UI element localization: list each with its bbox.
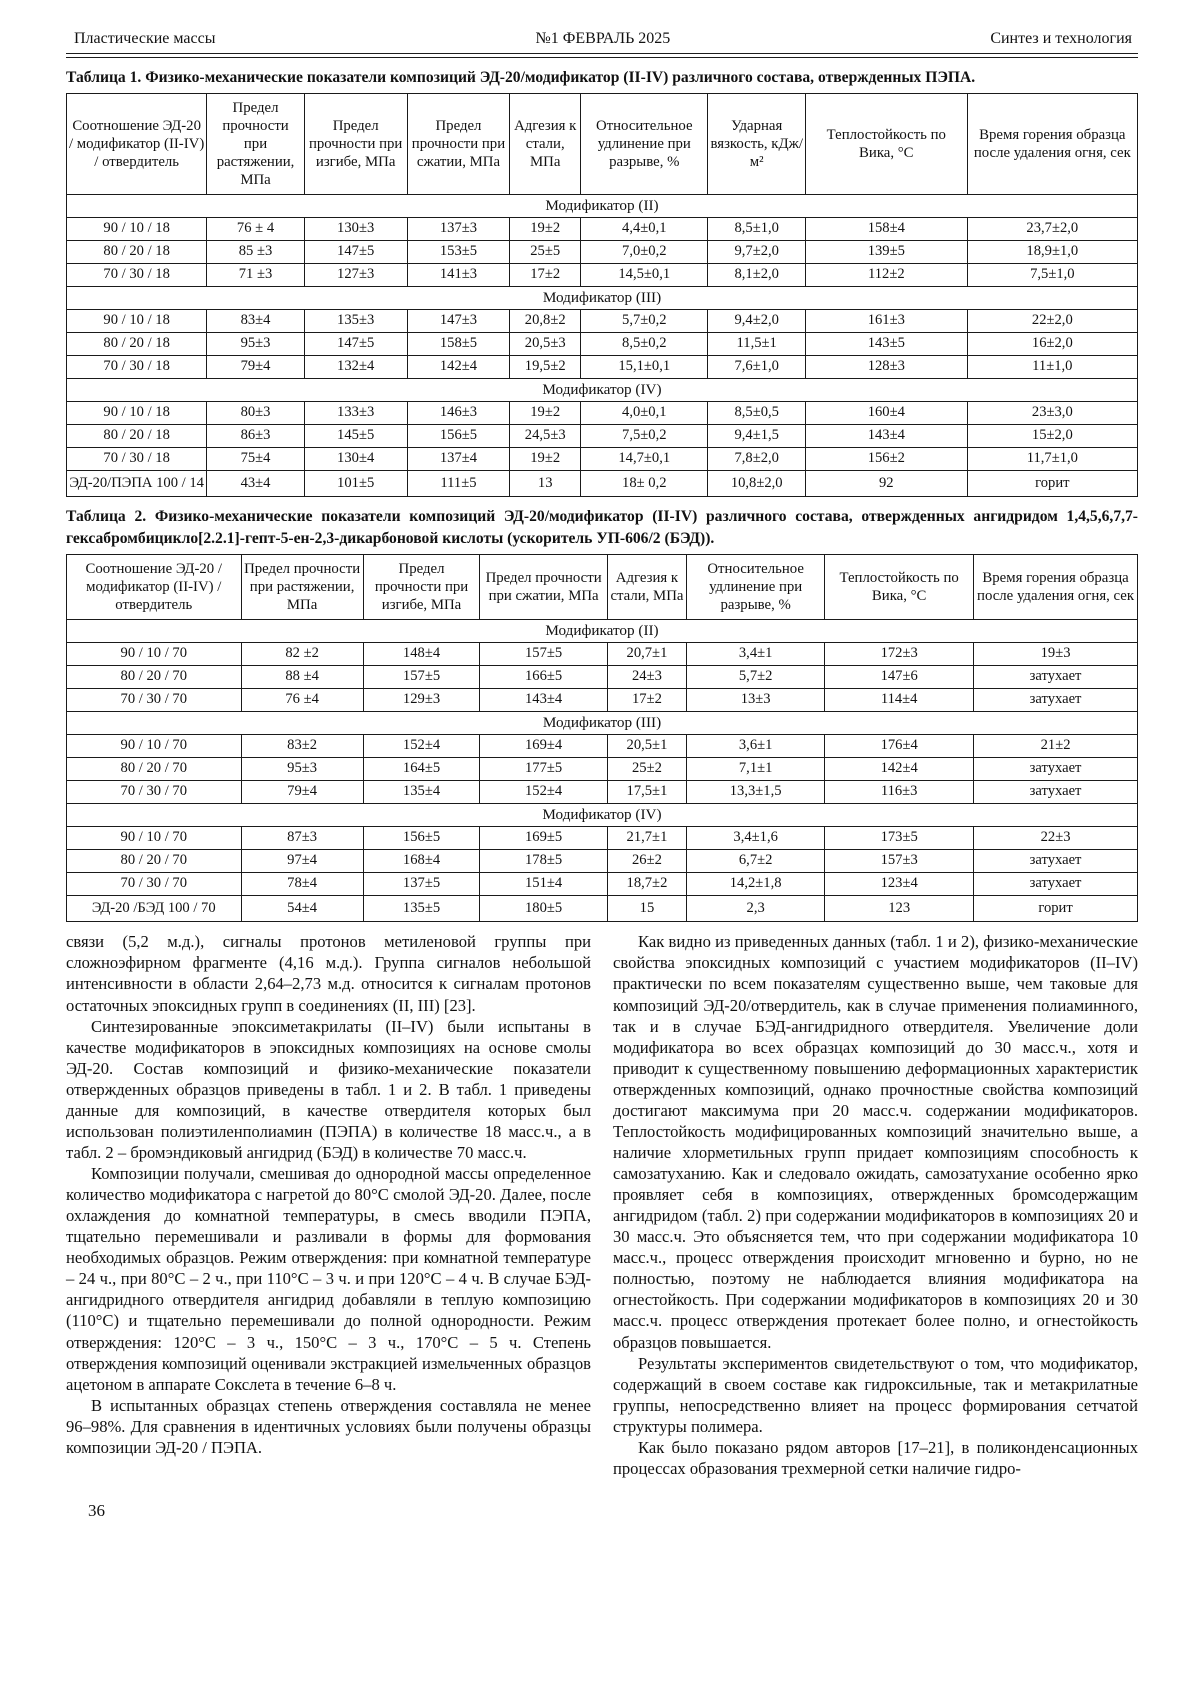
value-cell: 79±4	[207, 355, 304, 378]
value-cell: 21,7±1	[607, 827, 686, 850]
table2-caption: Таблица 2. Физико-механические показатели композиций ЭД-20/модификатор (II-IV) различного состава, отвержденных ангидридом 1,4,5,6,7,7-гексабромбицикло[2.2.1]-гепт-5-ен-2,3-дикарбоновой кислоты (ускоритель УП-606/2 (БЭД)).	[66, 508, 1138, 547]
section-row	[67, 619, 1138, 643]
value-cell: 83±2	[241, 735, 363, 758]
value-cell: 112±2	[805, 264, 967, 287]
value-cell: 5,7±2	[687, 666, 825, 689]
value-cell: 3,4±1,6	[687, 827, 825, 850]
section-row	[67, 711, 1138, 735]
section-row	[67, 194, 1138, 218]
value-cell: 176±4	[825, 735, 974, 758]
ratio-cell: 70 / 30 / 70	[67, 872, 242, 895]
value-cell: 114±4	[825, 688, 974, 711]
ratio-cell: 90 / 10 / 70	[67, 827, 242, 850]
value-cell: 4,4±0,1	[581, 218, 708, 241]
value-cell: 8,5±0,2	[581, 333, 708, 356]
right-column	[613, 931, 1138, 1479]
value-cell: 133±3	[304, 402, 407, 425]
value-cell: 17±2	[607, 688, 686, 711]
value-cell: 123	[825, 895, 974, 922]
value-cell: 135±4	[363, 780, 480, 803]
value-cell: 15,1±0,1	[581, 355, 708, 378]
value-cell: 3,6±1	[687, 735, 825, 758]
value-cell: 80±3	[207, 402, 304, 425]
value-cell: 128±3	[805, 355, 967, 378]
value-cell: 8,5±1,0	[708, 218, 805, 241]
column-header: Предел прочности при изгибе, МПа	[304, 93, 407, 194]
value-cell: затухает	[974, 758, 1138, 781]
column-header: Соотношение ЭД-20 / модификатор (II-IV) / отвердитель	[67, 554, 242, 619]
table-row	[67, 402, 1138, 425]
value-cell: 26±2	[607, 849, 686, 872]
table-row	[67, 735, 1138, 758]
column-header: Предел прочности при изгибе, МПа	[363, 554, 480, 619]
column-header: Теплостойкость по Вика, °С	[825, 554, 974, 619]
value-cell: 11,7±1,0	[967, 447, 1137, 470]
value-cell: горит	[974, 895, 1138, 922]
table-row	[67, 333, 1138, 356]
value-cell: 7,8±2,0	[708, 447, 805, 470]
column-header: Предел прочности при растяжении, МПа	[241, 554, 363, 619]
value-cell: 95±3	[241, 758, 363, 781]
value-cell: 18,9±1,0	[967, 241, 1137, 264]
value-cell: 13,3±1,5	[687, 780, 825, 803]
value-cell: затухает	[974, 872, 1138, 895]
table-row	[67, 895, 1138, 922]
value-cell: 153±5	[407, 241, 510, 264]
value-cell: 97±4	[241, 849, 363, 872]
value-cell: 22±3	[974, 827, 1138, 850]
table-row	[67, 447, 1138, 470]
value-cell: 156±5	[407, 425, 510, 448]
value-cell: 157±3	[825, 849, 974, 872]
value-cell: 79±4	[241, 780, 363, 803]
value-cell: 24±3	[607, 666, 686, 689]
value-cell: 76 ± 4	[207, 218, 304, 241]
value-cell: 152±4	[363, 735, 480, 758]
value-cell: 169±4	[480, 735, 607, 758]
section-title: Модификатор (II)	[67, 194, 1138, 218]
value-cell: 158±4	[805, 218, 967, 241]
value-cell: 143±4	[805, 425, 967, 448]
table-row	[67, 310, 1138, 333]
value-cell: 7,5±0,2	[581, 425, 708, 448]
value-cell: 152±4	[480, 780, 607, 803]
column-header: Предел прочности при сжатии, МПа	[407, 93, 510, 194]
value-cell: 6,7±2	[687, 849, 825, 872]
left-column	[66, 931, 591, 1479]
value-cell: 168±4	[363, 849, 480, 872]
value-cell: 8,5±0,5	[708, 402, 805, 425]
column-header: Предел прочности при сжатии, МПа	[480, 554, 607, 619]
value-cell: 14,2±1,8	[687, 872, 825, 895]
value-cell: 129±3	[363, 688, 480, 711]
value-cell: 123±4	[825, 872, 974, 895]
column-header: Время горения образца после удаления огня, сек	[967, 93, 1137, 194]
value-cell: 157±5	[363, 666, 480, 689]
value-cell: 21±2	[974, 735, 1138, 758]
value-cell: затухает	[974, 688, 1138, 711]
value-cell: 54±4	[241, 895, 363, 922]
section-name: Синтез и технология	[990, 30, 1132, 47]
section-title: Модификатор (IV)	[67, 803, 1138, 827]
table-header-row	[67, 93, 1138, 194]
value-cell: 178±5	[480, 849, 607, 872]
ratio-cell: 80 / 20 / 70	[67, 849, 242, 872]
value-cell: 88 ±4	[241, 666, 363, 689]
value-cell: 147±5	[304, 241, 407, 264]
value-cell: 8,1±2,0	[708, 264, 805, 287]
paragraph: связи (5,2 м.д.), сигналы протонов метиленовой группы при сложноэфирном фрагменте (4,16 м.д.). Группа сигналов небольшой интенсивности в области 2,64–2,73 м.д. относится к сигналам протонов остаточных эпоксидных групп в соединениях (II, III) [23].	[66, 932, 591, 1015]
section-title: Модификатор (III)	[67, 711, 1138, 735]
value-cell: 22±2,0	[967, 310, 1137, 333]
value-cell: 19±2	[510, 218, 581, 241]
value-cell: 143±4	[480, 688, 607, 711]
column-header: Теплостойкость по Вика, °С	[805, 93, 967, 194]
value-cell: 19,5±2	[510, 355, 581, 378]
page-number: 36	[88, 1500, 105, 1520]
value-cell: 166±5	[480, 666, 607, 689]
value-cell: 18,7±2	[607, 872, 686, 895]
value-cell: 2,3	[687, 895, 825, 922]
value-cell: 172±3	[825, 643, 974, 666]
value-cell: 180±5	[480, 895, 607, 922]
value-cell: 161±3	[805, 310, 967, 333]
value-cell: 160±4	[805, 402, 967, 425]
value-cell: 4,0±0,1	[581, 402, 708, 425]
table-row	[67, 688, 1138, 711]
value-cell: 156±2	[805, 447, 967, 470]
paragraph: Результаты экспериментов свидетельствуют о том, что модификатор, содержащий в своем составе как гидроксильные, так и метакрилатные группы, непосредственно влияет на процесс формирования сетчатой структуры полимера.	[613, 1353, 1138, 1436]
value-cell: 9,4±2,0	[708, 310, 805, 333]
value-cell: 135±3	[304, 310, 407, 333]
value-cell: 173±5	[825, 827, 974, 850]
value-cell: 147±5	[304, 333, 407, 356]
section-row	[67, 803, 1138, 827]
value-cell: 148±4	[363, 643, 480, 666]
value-cell: 5,7±0,2	[581, 310, 708, 333]
value-cell: 164±5	[363, 758, 480, 781]
section-row	[67, 286, 1138, 310]
value-cell: 20,7±1	[607, 643, 686, 666]
value-cell: 135±5	[363, 895, 480, 922]
value-cell: 137±5	[363, 872, 480, 895]
value-cell: 15±2,0	[967, 425, 1137, 448]
value-cell: 156±5	[363, 827, 480, 850]
value-cell: 95±3	[207, 333, 304, 356]
value-cell: 111±5	[407, 470, 510, 497]
value-cell: 130±4	[304, 447, 407, 470]
section-title: Модификатор (IV)	[67, 378, 1138, 402]
value-cell: 9,7±2,0	[708, 241, 805, 264]
value-cell: 101±5	[304, 470, 407, 497]
value-cell: 23,7±2,0	[967, 218, 1137, 241]
value-cell: 9,4±1,5	[708, 425, 805, 448]
value-cell: 76 ±4	[241, 688, 363, 711]
value-cell: 83±4	[207, 310, 304, 333]
value-cell: 13±3	[687, 688, 825, 711]
ratio-cell: ЭД-20/ПЭПА 100 / 14	[67, 470, 207, 497]
value-cell: 10,8±2,0	[708, 470, 805, 497]
value-cell: 24,5±3	[510, 425, 581, 448]
paragraph: Композиции получали, смешивая до однородной массы определенное количество модификатора с нагретой до 80°С смолой ЭД-20. Далее, после охлаждения до комнатной температуры, в смесь вводили ПЭПА, тщательно перемешивали и разливали в формы для формования необходимых образцов. Режим отверждения: при комнатной температуре – 24 ч., при 80°С – 2 ч., при 110°С – 3 ч. и при 120°С – 4 ч. В случае БЭД-ангидридного отвердителя ангидрид добавляли в теплую композицию (110°С) и тщательно перемешивали до полной однородности. Режим отверждения: 120°С – 3 ч., 150°С – 3 ч., 170°С – 5 ч. Степень отверждения композиций оценивали экстракцией измельченных образцов ацетоном в аппарате Сокслета в течение 6–8 ч.	[66, 1164, 591, 1394]
value-cell: затухает	[974, 849, 1138, 872]
value-cell: 139±5	[805, 241, 967, 264]
value-cell: 17±2	[510, 264, 581, 287]
ratio-cell: 70 / 30 / 70	[67, 688, 242, 711]
value-cell: 87±3	[241, 827, 363, 850]
ratio-cell: 70 / 30 / 18	[67, 447, 207, 470]
paragraph: Как видно из приведенных данных (табл. 1 и 2), физико-механические свойства эпоксидных композиций с участием модификаторов (II–IV) практически по всем показателям существенно выше, чем таковые для композиций ЭД-20/отвердитель, как в случае применения полиаминного, так и в случае БЭД-ангидридного отвердителя. Увеличение доли модификатора во всех образцах композиций до 30 масс.ч., хотя и приводит к существенному повышению деформационных характеристик отвержденных композиций, однако прочностные свойства композиций достигают максимума при 20 масс.ч. содержании модификаторов. Теплостойкость модифицированных композиций значительно выше, а наличие хлорметильных групп придает композициям способность к самозатуханию. Как и следовало ожидать, самозатухание особенно ярко проявляет себя в композициях, отвержденных бромсодержащим ангидридом (табл. 2) при содержании модификаторов в композициях 20 и 30 масс.ч. Это объясняется тем, что при содержании модификатора 10 масс.ч., процесс отверждения происходит мгновенно и бурно, но не полностью, поэтому не наблюдается влияния модификатора на огнестойкость. При содержании модификаторов в композициях 20 и 30 масс.ч. процесс отверждения протекает более полно, и огнестойкость образцов повышается.	[613, 932, 1138, 1352]
value-cell: 11±1,0	[967, 355, 1137, 378]
value-cell: 25±5	[510, 241, 581, 264]
value-cell: 17,5±1	[607, 780, 686, 803]
table-row	[67, 827, 1138, 850]
value-cell: 158±5	[407, 333, 510, 356]
ratio-cell: 90 / 10 / 70	[67, 643, 242, 666]
table-row	[67, 355, 1138, 378]
value-cell: 11,5±1	[708, 333, 805, 356]
value-cell: 23±3,0	[967, 402, 1137, 425]
value-cell: 19±2	[510, 447, 581, 470]
value-cell: 16±2,0	[967, 333, 1137, 356]
table-row	[67, 780, 1138, 803]
value-cell: 18± 0,2	[581, 470, 708, 497]
value-cell: 19±2	[510, 402, 581, 425]
column-header: Время горения образца после удаления огня, сек	[974, 554, 1138, 619]
value-cell: 7,0±0,2	[581, 241, 708, 264]
value-cell: 130±3	[304, 218, 407, 241]
value-cell: 78±4	[241, 872, 363, 895]
value-cell: 157±5	[480, 643, 607, 666]
value-cell: 75±4	[207, 447, 304, 470]
column-header: Ударная вязкость, кДж/м²	[708, 93, 805, 194]
value-cell: 169±5	[480, 827, 607, 850]
section-row	[67, 378, 1138, 402]
value-cell: 20,5±1	[607, 735, 686, 758]
value-cell: 7,6±1,0	[708, 355, 805, 378]
header-rule	[66, 53, 1138, 58]
value-cell: 25±2	[607, 758, 686, 781]
table-header-row	[67, 554, 1138, 619]
value-cell: 137±4	[407, 447, 510, 470]
value-cell: 82 ±2	[241, 643, 363, 666]
column-header: Относительное удлинение при разрыве, %	[687, 554, 825, 619]
value-cell: горит	[967, 470, 1137, 497]
running-head	[66, 30, 1138, 48]
value-cell: 20,8±2	[510, 310, 581, 333]
value-cell: 7,5±1,0	[967, 264, 1137, 287]
column-header: Адгезия к стали, МПа	[607, 554, 686, 619]
table-row	[67, 470, 1138, 497]
value-cell: 132±4	[304, 355, 407, 378]
value-cell: 151±4	[480, 872, 607, 895]
value-cell: 15	[607, 895, 686, 922]
value-cell: 86±3	[207, 425, 304, 448]
table-row	[67, 666, 1138, 689]
table1-caption: Таблица 1. Физико-механические показатели композиций ЭД-20/модификатор (II-IV) различного состава, отвержденных ПЭПА.	[66, 68, 976, 86]
ratio-cell: 90 / 10 / 18	[67, 402, 207, 425]
ratio-cell: 80 / 20 / 70	[67, 758, 242, 781]
value-cell: 7,1±1	[687, 758, 825, 781]
value-cell: 127±3	[304, 264, 407, 287]
ratio-cell: 80 / 20 / 18	[67, 333, 207, 356]
value-cell: 177±5	[480, 758, 607, 781]
table2	[66, 554, 1138, 923]
table-row	[67, 849, 1138, 872]
ratio-cell: 80 / 20 / 18	[67, 425, 207, 448]
value-cell: 137±3	[407, 218, 510, 241]
issue-info: №1 ФЕВРАЛЬ 2025	[535, 30, 671, 47]
body-text	[66, 931, 1138, 1479]
section-title: Модификатор (III)	[67, 286, 1138, 310]
column-header: Адгезия к стали, МПа	[510, 93, 581, 194]
value-cell: 147±3	[407, 310, 510, 333]
value-cell: 141±3	[407, 264, 510, 287]
table-row	[67, 425, 1138, 448]
value-cell: 92	[805, 470, 967, 497]
value-cell: 14,5±0,1	[581, 264, 708, 287]
value-cell: 143±5	[805, 333, 967, 356]
table-row	[67, 218, 1138, 241]
ratio-cell: 80 / 20 / 18	[67, 241, 207, 264]
section-title: Модификатор (II)	[67, 619, 1138, 643]
value-cell: 13	[510, 470, 581, 497]
ratio-cell: 90 / 10 / 18	[67, 218, 207, 241]
value-cell: 145±5	[304, 425, 407, 448]
value-cell: 3,4±1	[687, 643, 825, 666]
ratio-cell: 90 / 10 / 18	[67, 310, 207, 333]
value-cell: 19±3	[974, 643, 1138, 666]
ratio-cell: 80 / 20 / 70	[67, 666, 242, 689]
table-row	[67, 264, 1138, 287]
table-row	[67, 758, 1138, 781]
value-cell: затухает	[974, 666, 1138, 689]
value-cell: 146±3	[407, 402, 510, 425]
value-cell: 116±3	[825, 780, 974, 803]
value-cell: 85 ±3	[207, 241, 304, 264]
column-header: Предел прочности при растяжении, МПа	[207, 93, 304, 194]
table-row	[67, 643, 1138, 666]
ratio-cell: 90 / 10 / 70	[67, 735, 242, 758]
table-row	[67, 241, 1138, 264]
journal-title: Пластические массы	[74, 30, 216, 47]
ratio-cell: 70 / 30 / 70	[67, 780, 242, 803]
value-cell: 147±6	[825, 666, 974, 689]
paragraph: Как было показано рядом авторов [17–21], в поликонденсационных процессах образования трехмерной сетки наличие гидро-	[613, 1437, 1138, 1478]
ratio-cell: ЭД-20 /БЭД 100 / 70	[67, 895, 242, 922]
value-cell: затухает	[974, 780, 1138, 803]
paragraph: Синтезированные эпоксиметакрилаты (II–IV) были испытаны в качестве модификаторов в эпоксидных композициях на основе смолы ЭД-20. Состав композиций и физико-механические показатели отвержденных образцов приведены в табл. 1 и 2. В табл. 1 приведены данные для композиций, в качестве отвердителя которых был использован полиэтиленполиамин (ПЭПА) в количестве 18 масс.ч., а в табл. 2 – бромэндиковый ангидрид (БЭД) в количестве 70 масс.ч.	[66, 1016, 591, 1162]
value-cell: 142±4	[825, 758, 974, 781]
table-row	[67, 872, 1138, 895]
paragraph: В испытанных образцах степень отверждения составляла не менее 96–98%. Для сравнения в идентичных условиях были получены образцы композиции ЭД-20 / ПЭПА.	[66, 1395, 591, 1457]
value-cell: 14,7±0,1	[581, 447, 708, 470]
value-cell: 142±4	[407, 355, 510, 378]
column-header: Относительное удлинение при разрыве, %	[581, 93, 708, 194]
value-cell: 43±4	[207, 470, 304, 497]
ratio-cell: 70 / 30 / 18	[67, 355, 207, 378]
column-header: Соотношение ЭД-20 / модификатор (II-IV) / отвердитель	[67, 93, 207, 194]
table1	[66, 93, 1138, 498]
value-cell: 20,5±3	[510, 333, 581, 356]
ratio-cell: 70 / 30 / 18	[67, 264, 207, 287]
value-cell: 71 ±3	[207, 264, 304, 287]
